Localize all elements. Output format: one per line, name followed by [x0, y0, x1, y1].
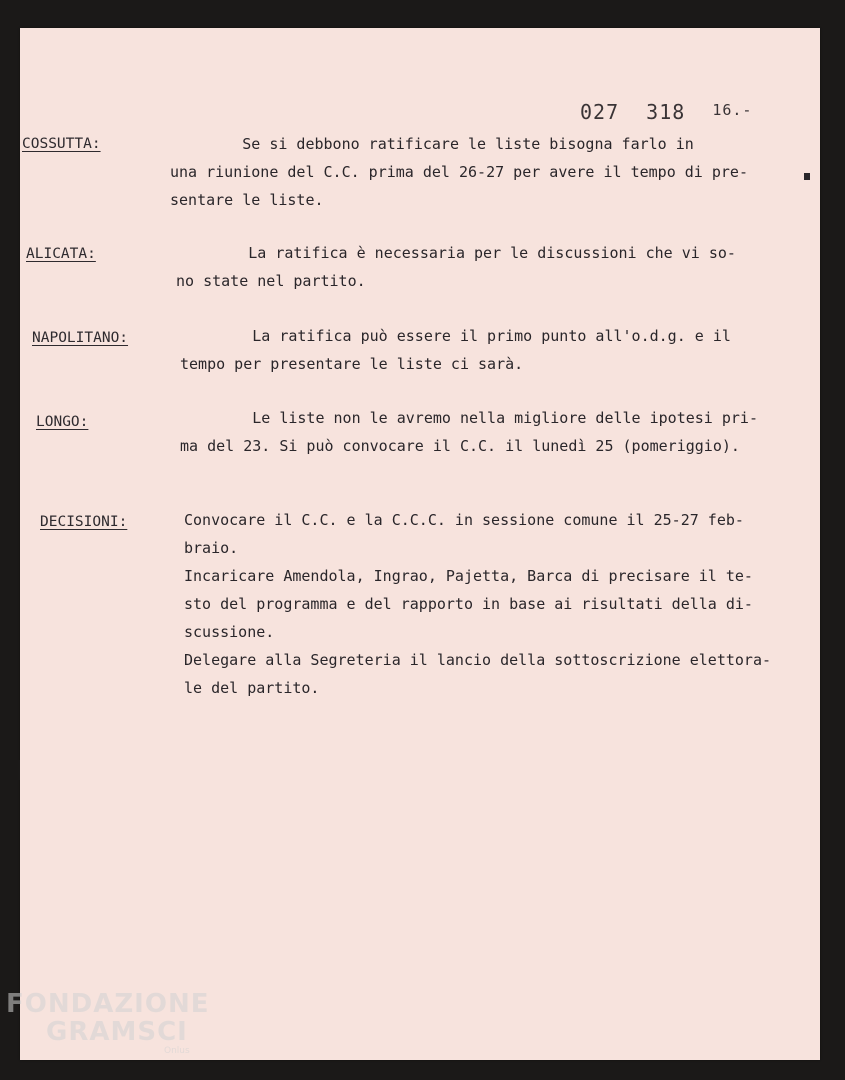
text-line: Incaricare Amendola, Ingrao, Pajetta, Barca di precisare il te-: [184, 567, 753, 585]
watermark-line1: FONDAZIONE: [6, 989, 210, 1019]
page-number-part1: 027: [580, 100, 620, 124]
watermark-line2: GRAMSCI: [46, 1017, 188, 1047]
entry-text: [184, 506, 771, 702]
entry-text: [180, 322, 731, 378]
text-line: Delegare alla Segreteria il lancio della sottoscrizione elettora-: [184, 651, 771, 669]
document-page: [20, 28, 820, 1060]
text-line: braio.: [184, 539, 239, 557]
entry-text: [180, 404, 758, 460]
fondazione-gramsci-watermark-logo: [6, 990, 209, 1056]
speaker-label: LONGO:: [36, 414, 89, 430]
text-line: ma del 23. Si può convocare il C.C. il lunedì 25 (pomeriggio).: [180, 437, 740, 455]
watermark-line3: Onlus: [164, 1046, 190, 1056]
text-line: scussione.: [184, 623, 275, 641]
text-line: Le liste non le avremo nella migliore delle ipotesi pri-: [180, 409, 758, 427]
text-line: le del partito.: [184, 679, 320, 697]
text-line: La ratifica è necessaria per le discussioni che vi so-: [176, 244, 736, 262]
typed-mark: [804, 173, 810, 180]
text-line: La ratifica può essere il primo punto all'o.d.g. e il: [180, 327, 731, 345]
text-line: una riunione del C.C. prima del 26-27 per avere il tempo di pre-: [170, 163, 748, 181]
speaker-label: COSSUTTA:: [22, 136, 101, 152]
speaker-label: DECISIONI:: [40, 514, 128, 530]
speaker-label: ALICATA:: [26, 246, 96, 262]
text-line: sto del programma e del rapporto in base ai risultati della di-: [184, 595, 753, 613]
page-number: [580, 100, 766, 124]
entry-text: [170, 130, 748, 214]
paper-edge-notch: [12, 760, 20, 780]
text-line: Convocare il C.C. e la C.C.C. in sessione comune il 25-27 feb-: [184, 511, 744, 529]
text-line: Se si debbono ratificare le liste bisogna farlo in: [170, 135, 694, 153]
entry-text: [176, 239, 736, 295]
page-number-part2: 318: [646, 100, 686, 124]
text-line: tempo per presentare le liste ci sarà.: [180, 355, 524, 373]
page-number-part3: 16.-: [712, 101, 753, 119]
speaker-label: NAPOLITANO:: [32, 330, 129, 346]
text-line: sentare le liste.: [170, 191, 324, 209]
text-line: no state nel partito.: [176, 272, 366, 290]
